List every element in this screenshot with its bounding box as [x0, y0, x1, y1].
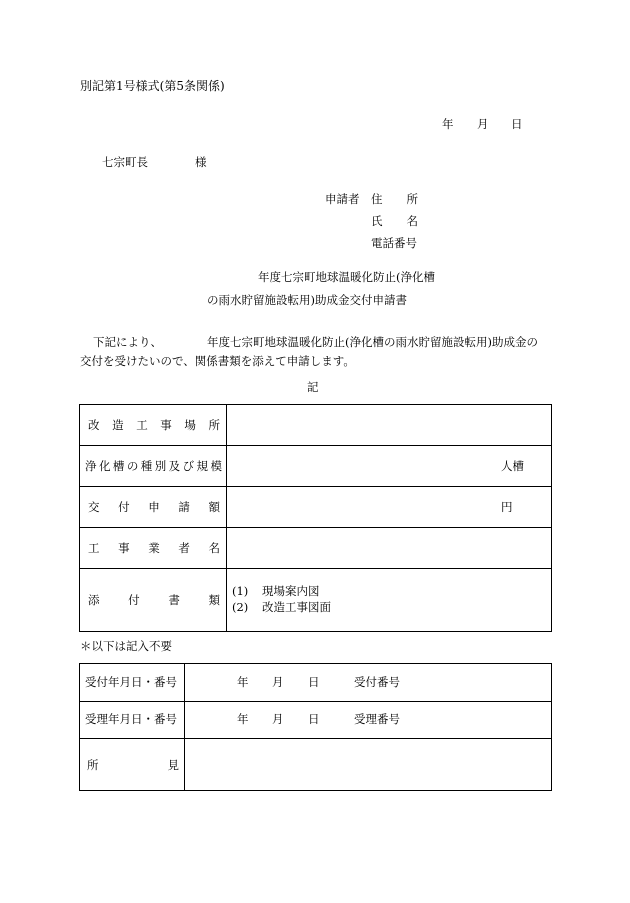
opinion-label: 所 見 — [87, 758, 179, 772]
note-not-required: ＊以下は記入不要 — [80, 639, 172, 653]
date-day-label: 日 — [511, 117, 523, 131]
row-label-contractor: 工 事 業 者 名 — [88, 541, 220, 555]
addressee-honorific: 様 — [195, 155, 207, 169]
accepted-year: 年 — [237, 712, 249, 726]
unit-ninso: 人槽 — [501, 459, 524, 473]
received-number-label: 受付番号 — [354, 675, 400, 689]
date-year-label: 年 — [442, 117, 454, 131]
title-line1: 年度七宗町地球温暖化防止(浄化槽 — [258, 270, 435, 284]
form-number: 別記第1号様式(第5条関係) — [80, 79, 225, 93]
body-line1-a: 下記により、 — [93, 335, 162, 349]
applicant-label: 申請者 — [325, 192, 360, 206]
accepted-label: 受理年月日・番号 — [85, 712, 177, 726]
title-line2: の雨水貯留施設転用)助成金交付申請書 — [207, 293, 407, 307]
row-label-construction-site: 改 造 工 事 場 所 — [88, 418, 220, 432]
applicant-phone-label: 電話番号 — [371, 236, 417, 250]
body-line1-b: 年度七宗町地球温暖化防止(浄化槽の雨水貯留施設転用)助成金の — [207, 335, 538, 349]
row-label-grant-amount: 交 付 申 請 額 — [88, 500, 220, 514]
accepted-month: 月 — [272, 712, 284, 726]
received-year: 年 — [237, 675, 249, 689]
received-month: 月 — [272, 675, 284, 689]
row-label-septic-type: 浄 化 槽 の 種 別 及 び 規 模 — [85, 459, 222, 473]
attachment-1-text: 現場案内図 — [262, 584, 320, 598]
application-table — [79, 404, 552, 632]
applicant-address-label: 住 所 — [371, 192, 418, 206]
date-month-label: 月 — [477, 117, 489, 131]
received-day: 日 — [308, 675, 320, 689]
unit-yen: 円 — [501, 500, 513, 514]
accepted-number-label: 受理番号 — [354, 712, 400, 726]
office-use-table — [79, 663, 552, 791]
ki-label: 記 — [307, 380, 319, 394]
accepted-day: 日 — [308, 712, 320, 726]
body-line2: 交付を受けたいので、関係書類を添えて申請します。 — [80, 354, 355, 368]
attachment-1-no: (1) — [232, 584, 249, 598]
addressee-name: 七宗町長 — [102, 155, 148, 169]
attachment-2-text: 改造工事図面 — [262, 600, 331, 614]
applicant-name-label: 氏 名 — [371, 214, 418, 228]
attachment-2-no: (2) — [232, 600, 249, 614]
received-label: 受付年月日・番号 — [85, 675, 177, 689]
row-label-attachments: 添 付 書 類 — [88, 593, 220, 607]
